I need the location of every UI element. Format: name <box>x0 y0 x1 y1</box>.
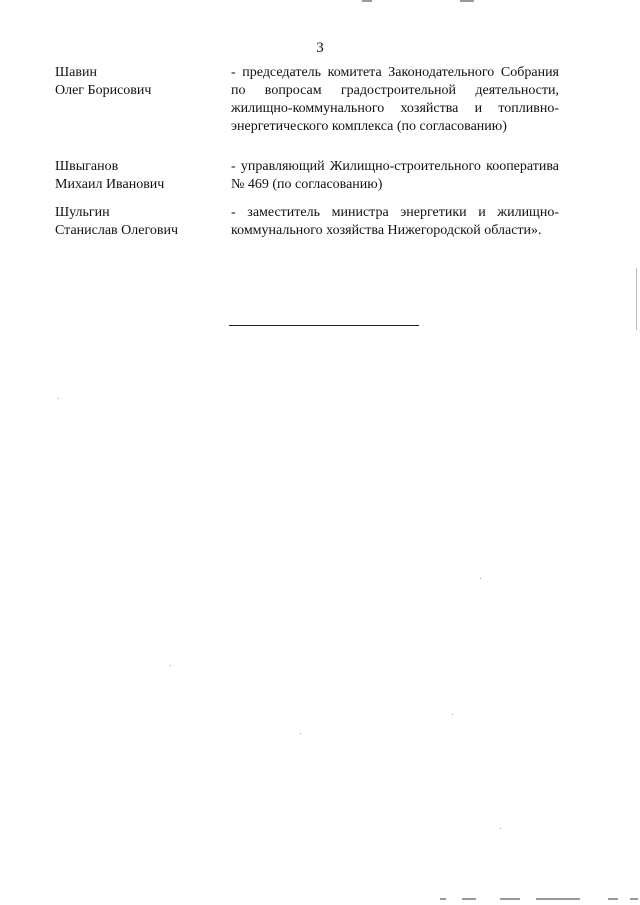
scan-speck <box>58 398 59 399</box>
member-role: - председатель комитета Законодательного Собрания по вопросам градостроительной деятельности, жилищно-коммунального хозяйства и топливно-энергетического комплекса (по согласованию) <box>231 65 559 134</box>
member-surname: Шульгин <box>55 205 110 220</box>
scan-artifact-bottom <box>440 898 640 902</box>
member-given-names: Олег Борисович <box>55 83 152 98</box>
page-number: 3 <box>316 40 324 56</box>
member-given-names: Станислав Олегович <box>55 223 179 238</box>
scan-speck <box>300 733 301 734</box>
member-surname: Швыганов <box>55 159 119 174</box>
scan-speck <box>500 828 501 829</box>
member-name <box>55 158 215 194</box>
scan-speck <box>480 578 481 579</box>
member-surname: Шавин <box>55 65 97 80</box>
member-role: - заместитель министра энергетики и жилищно-коммунального хозяйства Нижегородской области». <box>231 205 559 238</box>
closing-rule <box>229 325 419 326</box>
member-name <box>55 64 215 100</box>
member-role: - управляющий Жилищно-строительного кооператива № 469 (по согласованию) <box>231 159 559 192</box>
scan-speck <box>170 665 171 666</box>
scan-artifact-top <box>300 0 500 3</box>
member-name <box>55 204 215 240</box>
scan-artifact-edge <box>636 268 637 330</box>
member-given-names: Михаил Иванович <box>55 177 165 192</box>
scan-speck <box>452 714 453 715</box>
